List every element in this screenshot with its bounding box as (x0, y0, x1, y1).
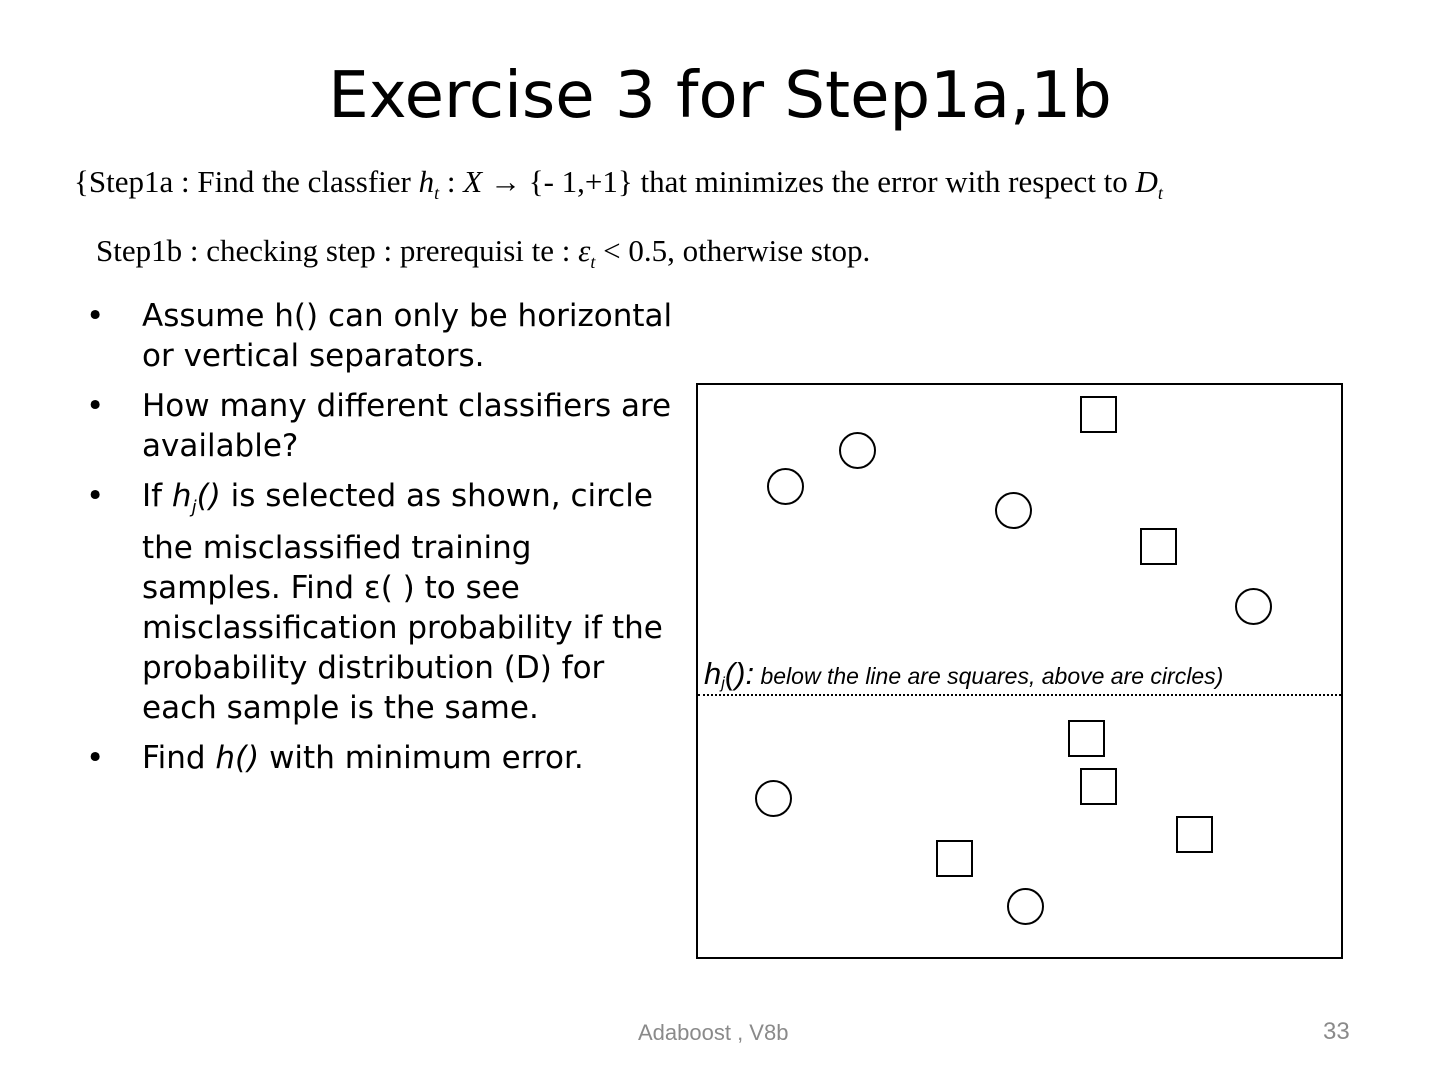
bullet-h-sub: j (191, 497, 197, 519)
bullet-text-pre: Find (142, 740, 216, 777)
sample-square (1176, 816, 1213, 853)
bullet-marker: • (86, 388, 105, 424)
bullet-marker: • (86, 740, 105, 777)
formula-block (74, 160, 1414, 284)
bullet-item (86, 476, 676, 728)
bullet-text-pre: If (142, 478, 172, 514)
bullet-item (86, 386, 676, 466)
formula-x: X (463, 164, 483, 199)
formula-d-sub: t (1157, 183, 1163, 204)
formula-colon: : (439, 164, 464, 199)
sample-circle (839, 432, 876, 469)
sample-square (1080, 768, 1117, 805)
slide-footer: Adaboost , V8b (638, 1020, 789, 1045)
bullet-text-post: is selected as shown, circle the misclassified training samples. Find ε( ) to see misclassification probability if the probability distribution (D) for each sample is the same. (142, 478, 663, 727)
separator-label-h: h (704, 656, 722, 691)
formula-d: D (1135, 164, 1158, 199)
bullet-text: Assume h() can only be horizontal or vertical separators. (142, 298, 673, 374)
sample-square (1080, 396, 1117, 433)
formula-epsilon: ε (578, 233, 591, 269)
bullet-text: How many different classifiers are available? (142, 388, 672, 464)
formula-epsilon-sub: t (590, 252, 596, 273)
bullet-item (86, 738, 676, 778)
sample-circle (767, 468, 804, 505)
formula-step1a (74, 160, 1414, 215)
bullet-marker: • (86, 298, 105, 334)
separator-label-sub: j (721, 675, 725, 693)
separator-line (698, 694, 1341, 696)
bullet-list (86, 296, 676, 788)
sample-square (1140, 528, 1177, 565)
bullet-item (86, 296, 676, 376)
formula-arrow-text: → {- 1,+1} that minimizes the error with respect to (482, 164, 1136, 199)
formula-step1b-text: Step1b : checking step : prerequisi te : (96, 233, 579, 269)
bullet-h-italic: h() (215, 740, 260, 777)
sample-circle (1235, 588, 1272, 625)
page-number: 33 (1323, 1018, 1350, 1045)
formula-step1a-text: Step1a : Find the classfier (88, 164, 419, 199)
formula-h-sub: t (434, 183, 440, 204)
sample-circle (755, 780, 792, 817)
separator-label (704, 656, 1223, 693)
separator-label-text: below the line are squares, above are circles) (754, 663, 1224, 689)
sample-square (936, 840, 973, 877)
formula-step1b-tail: < 0.5, otherwise stop. (595, 233, 871, 269)
sample-square (1068, 720, 1105, 757)
slide-title: Exercise 3 for Step1a,1b (328, 59, 1112, 133)
bullet-h-paren: () (196, 478, 221, 514)
bullet-text-post: with minimum error. (259, 740, 584, 777)
bullet-h: h (171, 478, 192, 514)
sample-circle (995, 492, 1032, 529)
sample-circle (1007, 888, 1044, 925)
formula-brace: { (74, 164, 89, 199)
bullet-marker: • (86, 478, 105, 514)
formula-h: h (418, 164, 435, 199)
separator-label-paren: (): (724, 656, 755, 691)
formula-step1b (74, 229, 1414, 284)
